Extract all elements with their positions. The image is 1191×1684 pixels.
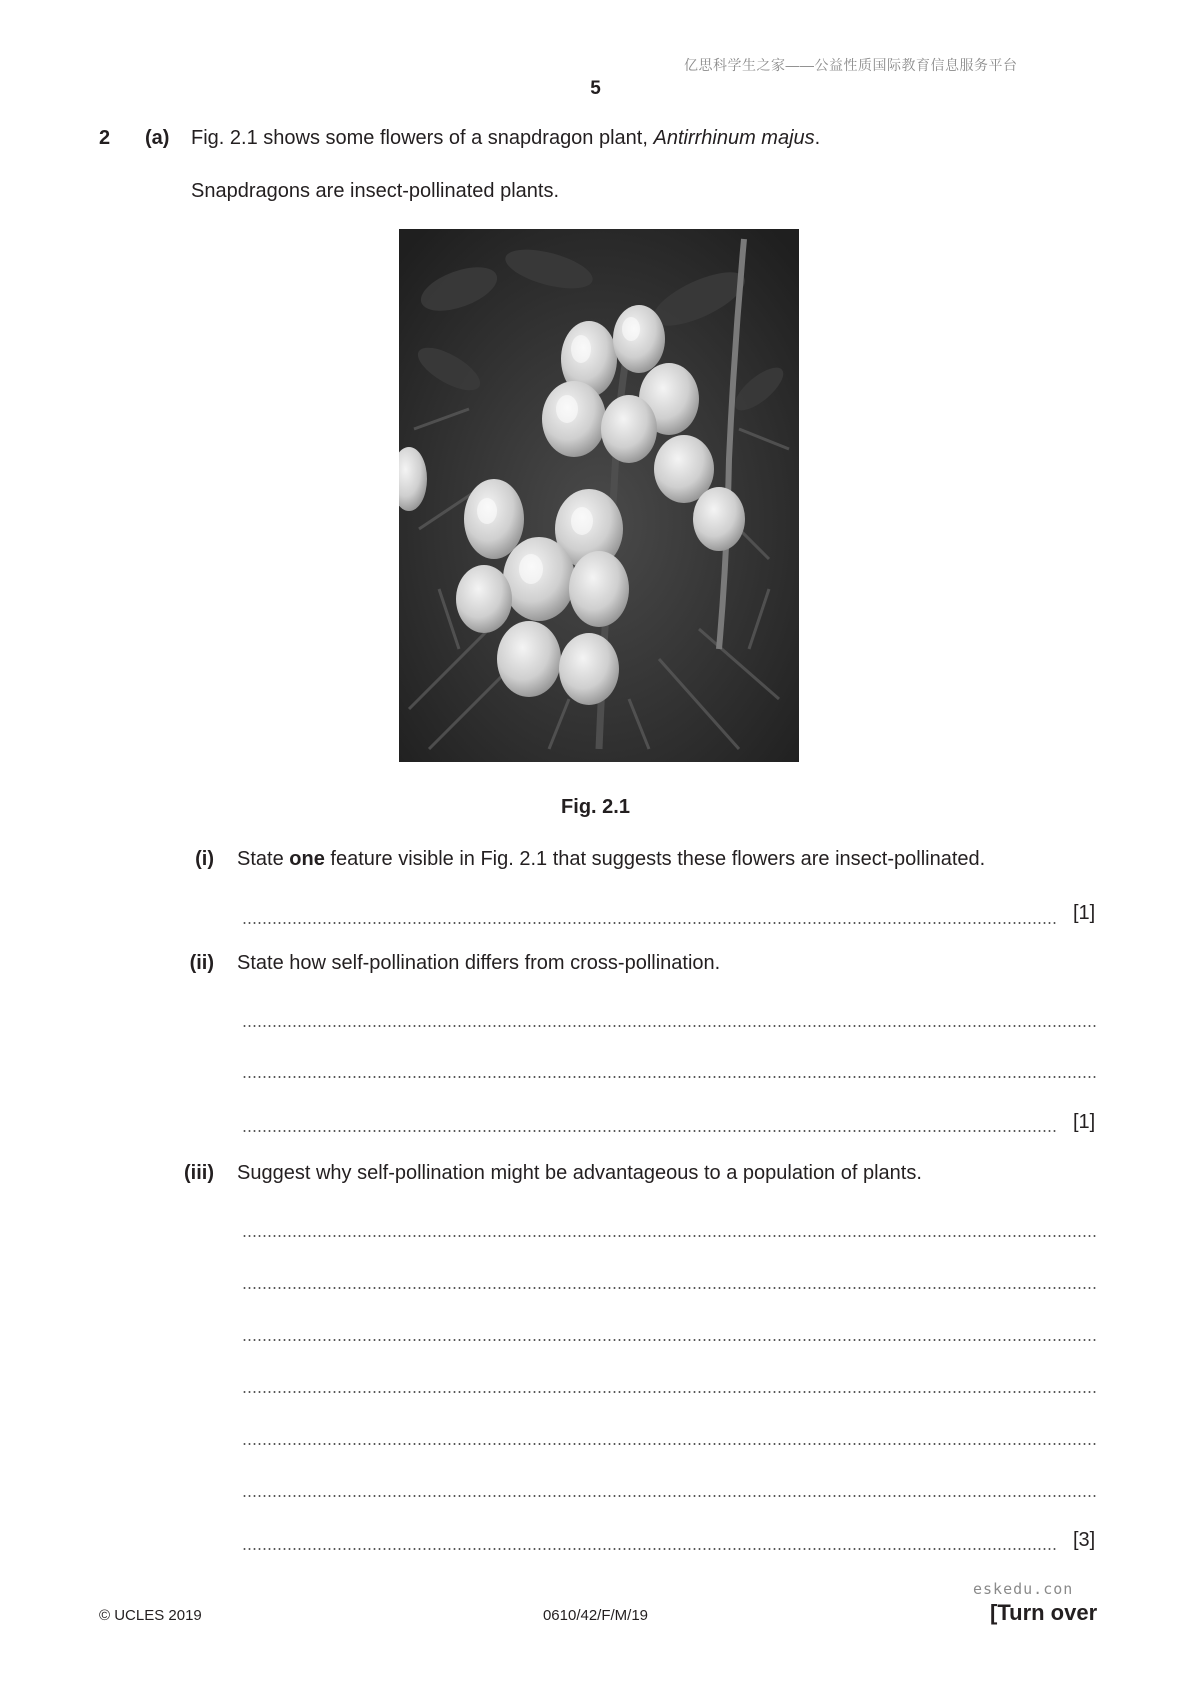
- answer-line[interactable]: [242, 1548, 1057, 1550]
- answer-line[interactable]: [242, 1495, 1097, 1497]
- answer-line[interactable]: [242, 1391, 1097, 1393]
- subq-i-post: feature visible in Fig. 2.1 that suggests these flowers are insect-pollinated.: [324, 848, 986, 870]
- paper-code: 0610/42/F/M/19: [542, 1607, 649, 1624]
- question-intro-line2: Snapdragons are insect-pollinated plants.: [191, 180, 560, 202]
- snapdragon-photo: [399, 229, 799, 762]
- marks-label: [1]: [1073, 1111, 1096, 1133]
- intro-end: .: [814, 127, 821, 149]
- site-watermark: eskedu.con: [973, 1580, 1074, 1598]
- page-number: 5: [590, 78, 601, 99]
- subquestion-label-iii: (iii): [184, 1162, 214, 1184]
- figure-caption: Fig. 2.1: [561, 796, 630, 818]
- answer-line[interactable]: [242, 1287, 1097, 1289]
- subquestion-i-text: [237, 848, 985, 871]
- answer-line[interactable]: [242, 1076, 1097, 1078]
- subquestion-ii-text: State how self-pollination differs from cross-pollination.: [237, 952, 721, 974]
- question-intro: [191, 127, 820, 150]
- marks-label: [1]: [1073, 902, 1096, 924]
- subquestion-label-ii: (ii): [189, 952, 214, 974]
- species-name: Antirrhinum majus: [653, 127, 815, 149]
- turn-over-label: [Turn over: [990, 1600, 1098, 1625]
- question-number: 2: [99, 127, 111, 149]
- subquestion-iii-text: Suggest why self-pollination might be advantageous to a population of plants.: [237, 1162, 922, 1184]
- answer-line[interactable]: [242, 1130, 1057, 1132]
- subq-i-pre: State: [237, 848, 290, 870]
- intro-text: Fig. 2.1 shows some flowers of a snapdragon plant,: [191, 127, 654, 149]
- watermark-text: 亿思科学生之家——公益性质国际教育信息服务平台: [684, 57, 1018, 73]
- answer-line[interactable]: [242, 1025, 1097, 1027]
- subquestion-label-i: (i): [195, 848, 214, 870]
- copyright-text: © UCLES 2019: [99, 1607, 202, 1624]
- subq-i-bold: one: [289, 848, 325, 870]
- answer-line[interactable]: [242, 1443, 1097, 1445]
- answer-line[interactable]: [242, 922, 1057, 924]
- question-part-label: (a): [145, 127, 170, 149]
- answer-line[interactable]: [242, 1235, 1097, 1237]
- marks-label: [3]: [1073, 1529, 1096, 1551]
- answer-line[interactable]: [242, 1339, 1097, 1341]
